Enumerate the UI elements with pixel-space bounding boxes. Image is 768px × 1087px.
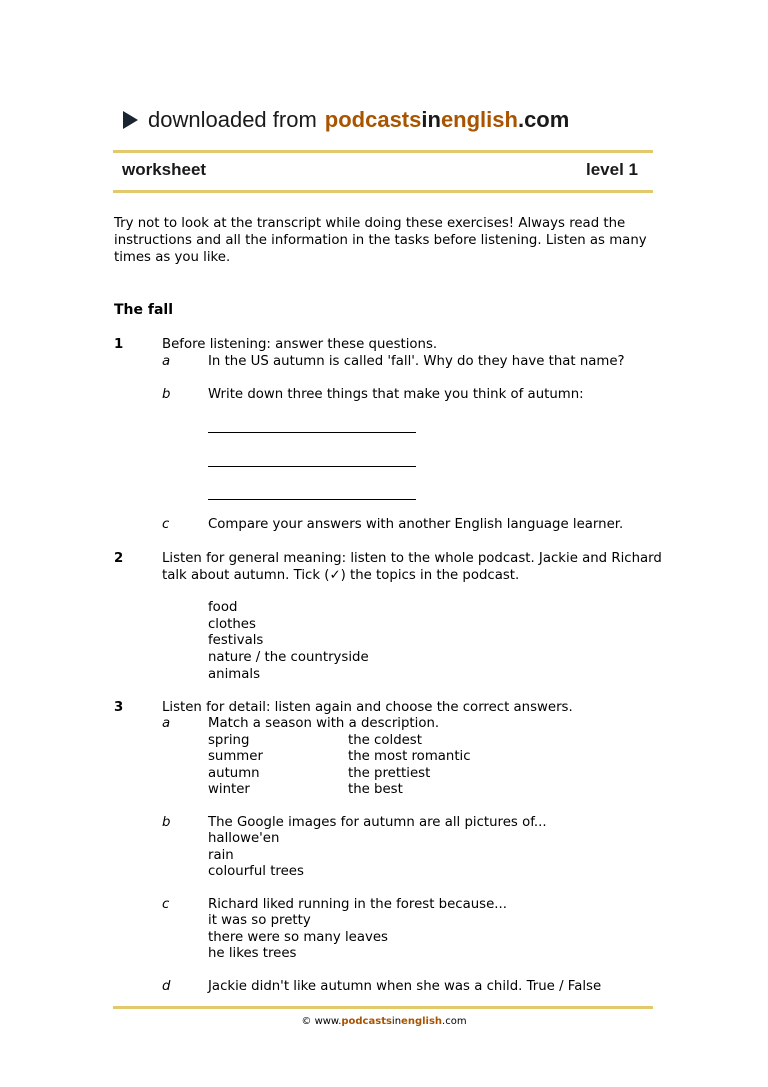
header-divider (113, 150, 653, 153)
season-item[interactable]: spring (208, 733, 250, 748)
play-icon (123, 111, 138, 129)
answer-line-3[interactable] (208, 499, 416, 500)
q3-b-text: The Google images for autumn are all pictures of... (208, 815, 547, 830)
q3-c-letter: c (162, 897, 170, 912)
description-item[interactable]: the most romantic (348, 749, 471, 764)
q1-a-letter: a (162, 354, 171, 369)
season-item[interactable]: summer (208, 749, 263, 764)
topic-item[interactable]: clothes (208, 617, 256, 632)
topic-item[interactable]: food (208, 600, 238, 615)
season-item[interactable]: winter (208, 782, 250, 797)
description-item[interactable]: the prettiest (348, 766, 431, 781)
footer-brand-podcasts: podcasts (341, 1016, 392, 1027)
footer-brand-english: english (401, 1016, 443, 1027)
footer-brand-com: .com (442, 1016, 467, 1027)
q1-text: Before listening: answer these questions. (162, 337, 438, 352)
q3-d-letter: d (162, 979, 171, 994)
q3-a-text: Match a season with a description. (208, 716, 440, 731)
q1-a-text: In the US autumn is called 'fall'. Why do they have that name? (208, 354, 625, 369)
level-label: level 1 (586, 160, 638, 179)
option-item[interactable]: he likes trees (208, 946, 297, 961)
site-header (123, 103, 569, 137)
intro-line-1: Try not to look at the transcript while doing these exercises! Always read the (114, 216, 626, 231)
brand-english: english (440, 107, 518, 132)
footer-divider (113, 1006, 653, 1009)
description-item[interactable]: the best (348, 782, 403, 797)
footer (0, 1016, 768, 1027)
q1-number: 1 (114, 337, 124, 352)
header-prefix: downloaded from (148, 107, 317, 132)
titlebar-divider (113, 190, 653, 193)
q1-b-letter: b (162, 387, 171, 402)
option-item[interactable]: colourful trees (208, 864, 304, 879)
topic-item[interactable]: nature / the countryside (208, 650, 369, 665)
option-item[interactable]: hallowe'en (208, 831, 280, 846)
answer-line-2[interactable] (208, 466, 416, 467)
option-item[interactable]: rain (208, 848, 234, 863)
q3-c-text: Richard liked running in the forest because... (208, 897, 507, 912)
footer-brand-in: in (391, 1016, 402, 1027)
topic-item[interactable]: animals (208, 667, 260, 682)
q3-a-letter: a (162, 716, 171, 731)
q3-number: 3 (114, 700, 124, 715)
q2-number: 2 (114, 551, 124, 566)
q1-c-text: Compare your answers with another English language learner. (208, 517, 624, 532)
brand-in: in (421, 107, 441, 132)
brand-com: .com (517, 107, 570, 132)
footer-copy: © www. (301, 1016, 342, 1027)
q2-line-2: talk about autumn. Tick (✓) the topics in the podcast. (162, 568, 520, 583)
option-item[interactable]: it was so pretty (208, 913, 311, 928)
section-title: The fall (114, 302, 174, 318)
topic-item[interactable]: festivals (208, 633, 264, 648)
q2-line-1: Listen for general meaning: listen to the whole podcast. Jackie and Richard (162, 551, 662, 566)
q3-b-letter: b (162, 815, 171, 830)
brand-podcasts: podcasts (324, 107, 422, 132)
q3-d-text: Jackie didn't like autumn when she was a child. True / False (208, 979, 602, 994)
q1-b-text: Write down three things that make you think of autumn: (208, 387, 584, 402)
intro-line-3: times as you like. (114, 250, 231, 265)
description-item[interactable]: the coldest (348, 733, 422, 748)
season-item[interactable]: autumn (208, 766, 260, 781)
option-item[interactable]: there were so many leaves (208, 930, 388, 945)
q1-c-letter: c (162, 517, 170, 532)
q3-text: Listen for detail: listen again and choose the correct answers. (162, 700, 573, 715)
worksheet-label: worksheet (122, 160, 207, 179)
intro-line-2: instructions and all the information in the tasks before listening. Listen as many (114, 233, 647, 248)
answer-line-1[interactable] (208, 432, 416, 433)
